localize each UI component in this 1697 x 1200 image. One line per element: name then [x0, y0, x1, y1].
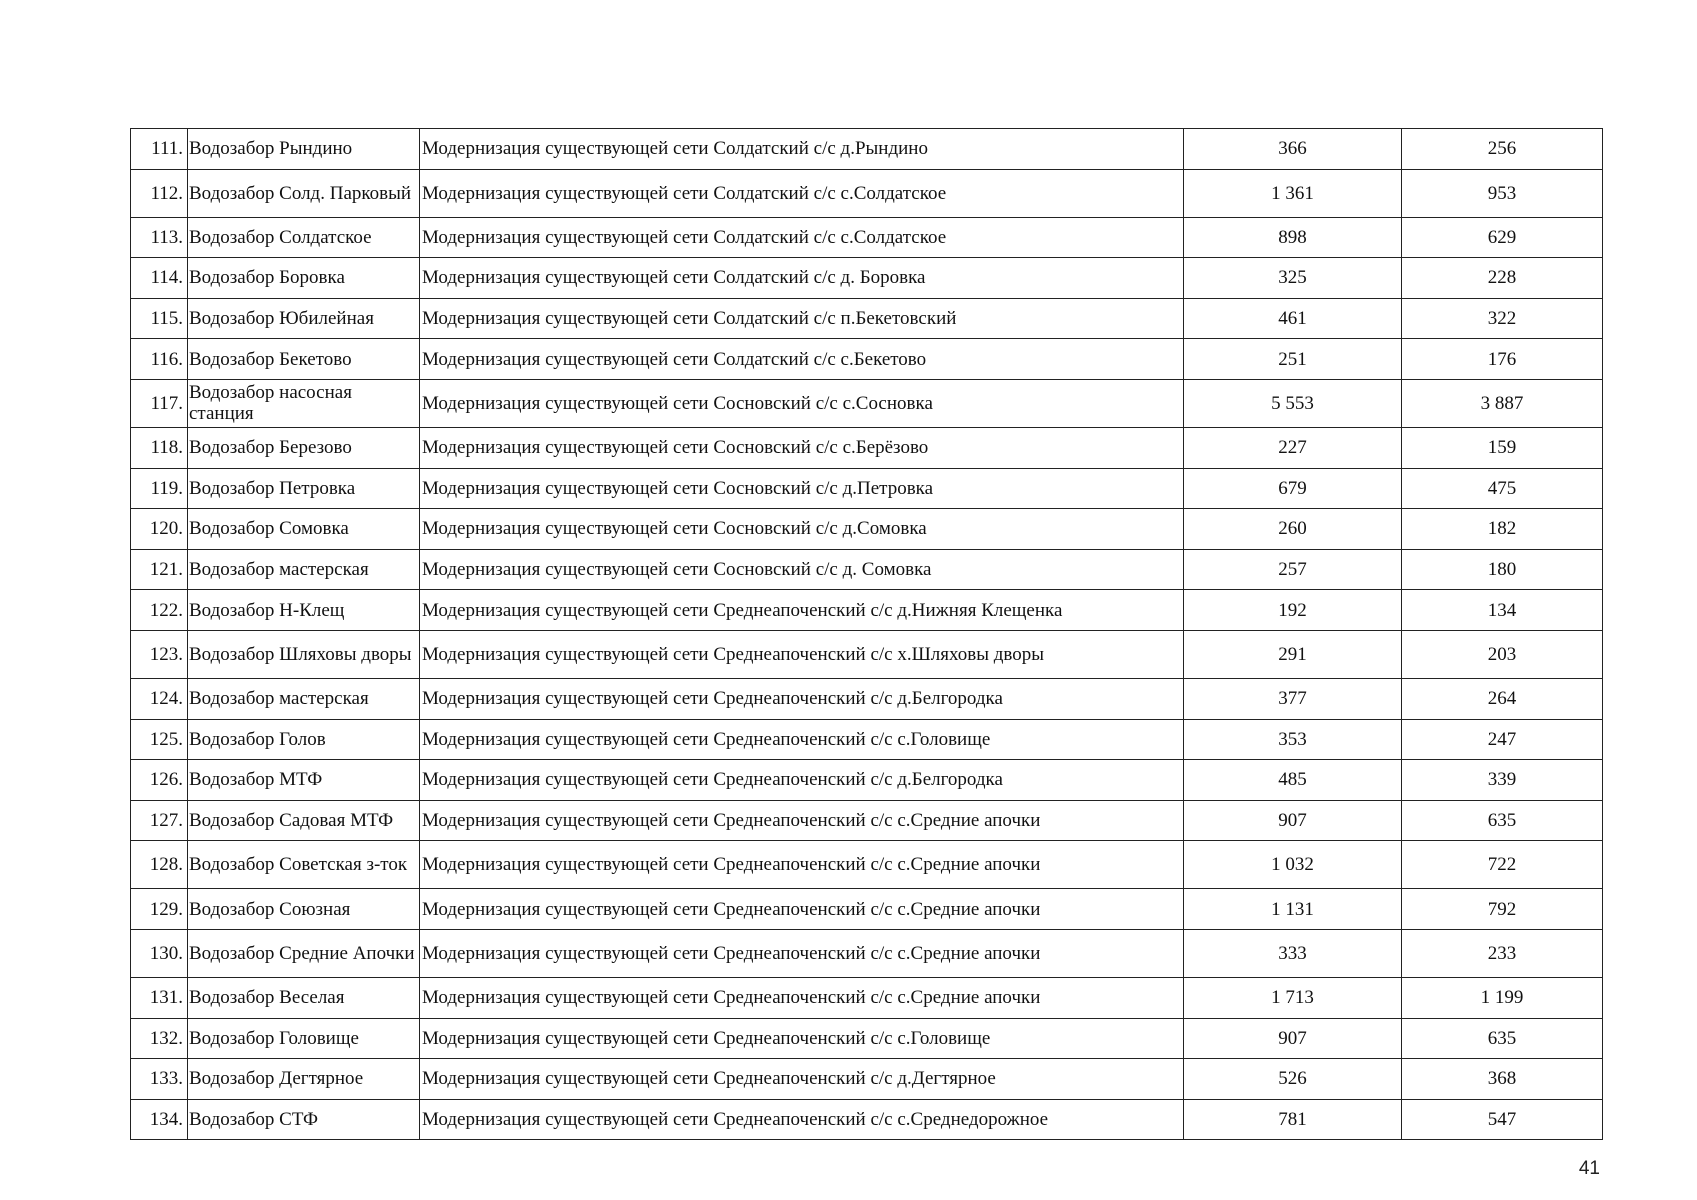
- row-number: 120.: [131, 509, 188, 550]
- value-1: 1 131: [1184, 889, 1402, 930]
- value-1: 227: [1184, 427, 1402, 468]
- row-number: 117.: [131, 379, 188, 427]
- work-description: Модернизация существующей сети Среднеапоченский с/с д.Белгородка: [420, 678, 1184, 719]
- value-2: 228: [1402, 258, 1603, 299]
- work-description: Модернизация существующей сети Среднеапоченский с/с с.Среднедорожное: [420, 1099, 1184, 1140]
- value-2: 176: [1402, 339, 1603, 380]
- intake-name: Водозабор СТФ: [188, 1099, 420, 1140]
- value-2: 247: [1402, 719, 1603, 760]
- intake-name: Водозабор насосная станция: [188, 379, 420, 427]
- table-row: [131, 129, 1603, 170]
- value-1: 291: [1184, 630, 1402, 678]
- value-2: 635: [1402, 800, 1603, 841]
- row-number: 131.: [131, 977, 188, 1018]
- value-2: 339: [1402, 760, 1603, 801]
- table-row: [131, 841, 1603, 889]
- work-description: Модернизация существующей сети Среднеапоченский с/с с.Головище: [420, 1018, 1184, 1059]
- table-row: [131, 549, 1603, 590]
- table-row: [131, 630, 1603, 678]
- value-2: 3 887: [1402, 379, 1603, 427]
- table-row: [131, 298, 1603, 339]
- value-2: 792: [1402, 889, 1603, 930]
- intake-name: Водозабор Сомовка: [188, 509, 420, 550]
- work-description: Модернизация существующей сети Среднеапоченский с/с д.Белгородка: [420, 760, 1184, 801]
- row-number: 119.: [131, 468, 188, 509]
- work-description: Модернизация существующей сети Сосновский с/с д. Сомовка: [420, 549, 1184, 590]
- intake-name: Водозабор Средние Апочки: [188, 929, 420, 977]
- value-2: 635: [1402, 1018, 1603, 1059]
- intake-name: Водозабор Березово: [188, 427, 420, 468]
- work-description: Модернизация существующей сети Среднеапоченский с/с с.Средние апочки: [420, 800, 1184, 841]
- value-2: 547: [1402, 1099, 1603, 1140]
- work-description: Модернизация существующей сети Среднеапоченский с/с с.Средние апочки: [420, 841, 1184, 889]
- value-2: 368: [1402, 1059, 1603, 1100]
- value-2: 1 199: [1402, 977, 1603, 1018]
- value-1: 377: [1184, 678, 1402, 719]
- value-1: 257: [1184, 549, 1402, 590]
- intake-name: Водозабор Боровка: [188, 258, 420, 299]
- value-2: 203: [1402, 630, 1603, 678]
- table-row: [131, 1059, 1603, 1100]
- row-number: 115.: [131, 298, 188, 339]
- row-number: 134.: [131, 1099, 188, 1140]
- row-number: 126.: [131, 760, 188, 801]
- table-row: [131, 590, 1603, 631]
- row-number: 112.: [131, 169, 188, 217]
- value-1: 353: [1184, 719, 1402, 760]
- row-number: 130.: [131, 929, 188, 977]
- value-1: 1 361: [1184, 169, 1402, 217]
- intake-name: Водозабор Бекетово: [188, 339, 420, 380]
- table-row: [131, 258, 1603, 299]
- intake-name: Водозабор Союзная: [188, 889, 420, 930]
- value-2: 182: [1402, 509, 1603, 550]
- work-description: Модернизация существующей сети Среднеапоченский с/с д.Дегтярное: [420, 1059, 1184, 1100]
- intake-name: Водозабор Веселая: [188, 977, 420, 1018]
- value-2: 953: [1402, 169, 1603, 217]
- value-2: 264: [1402, 678, 1603, 719]
- value-1: 898: [1184, 217, 1402, 258]
- intake-name: Водозабор Рындино: [188, 129, 420, 170]
- value-1: 461: [1184, 298, 1402, 339]
- value-2: 134: [1402, 590, 1603, 631]
- table-row: [131, 379, 1603, 427]
- intake-name: Водозабор Солд. Парковый: [188, 169, 420, 217]
- work-description: Модернизация существующей сети Солдатский с/с д. Боровка: [420, 258, 1184, 299]
- work-description: Модернизация существующей сети Среднеапоченский с/с с.Средние апочки: [420, 977, 1184, 1018]
- row-number: 114.: [131, 258, 188, 299]
- table-row: [131, 339, 1603, 380]
- intake-name: Водозабор Солдатское: [188, 217, 420, 258]
- value-1: 260: [1184, 509, 1402, 550]
- work-description: Модернизация существующей сети Среднеапоченский с/с с.Средние апочки: [420, 929, 1184, 977]
- intake-name: Водозабор Советская з-ток: [188, 841, 420, 889]
- value-1: 679: [1184, 468, 1402, 509]
- value-1: 907: [1184, 800, 1402, 841]
- intake-name: Водозабор МТФ: [188, 760, 420, 801]
- work-description: Модернизация существующей сети Среднеапоченский с/с х.Шляховы дворы: [420, 630, 1184, 678]
- intake-name: Водозабор Шляховы дворы: [188, 630, 420, 678]
- work-description: Модернизация существующей сети Сосновский с/с д.Петровка: [420, 468, 1184, 509]
- row-number: 127.: [131, 800, 188, 841]
- work-description: Модернизация существующей сети Среднеапоченский с/с д.Нижняя Клещенка: [420, 590, 1184, 631]
- value-2: 233: [1402, 929, 1603, 977]
- table-row: [131, 889, 1603, 930]
- value-1: 5 553: [1184, 379, 1402, 427]
- value-1: 333: [1184, 929, 1402, 977]
- work-description: Модернизация существующей сети Солдатский с/с д.Рындино: [420, 129, 1184, 170]
- work-description: Модернизация существующей сети Среднеапоченский с/с с.Средние апочки: [420, 889, 1184, 930]
- work-description: Модернизация существующей сети Солдатский с/с с.Солдатское: [420, 169, 1184, 217]
- intake-name: Водозабор Н-Клещ: [188, 590, 420, 631]
- work-description: Модернизация существующей сети Среднеапоченский с/с с.Головище: [420, 719, 1184, 760]
- row-number: 124.: [131, 678, 188, 719]
- work-description: Модернизация существующей сети Сосновский с/с с.Берёзово: [420, 427, 1184, 468]
- value-1: 907: [1184, 1018, 1402, 1059]
- page-number: 41: [1578, 1158, 1600, 1179]
- value-1: 781: [1184, 1099, 1402, 1140]
- value-2: 256: [1402, 129, 1603, 170]
- value-1: 251: [1184, 339, 1402, 380]
- intake-name: Водозабор Петровка: [188, 468, 420, 509]
- table-row: [131, 977, 1603, 1018]
- table-row: [131, 509, 1603, 550]
- table-row: [131, 217, 1603, 258]
- value-1: 485: [1184, 760, 1402, 801]
- intake-name: Водозабор Юбилейная: [188, 298, 420, 339]
- row-number: 122.: [131, 590, 188, 631]
- work-description: Модернизация существующей сети Сосновский с/с д.Сомовка: [420, 509, 1184, 550]
- value-1: 366: [1184, 129, 1402, 170]
- work-description: Модернизация существующей сети Солдатский с/с п.Бекетовский: [420, 298, 1184, 339]
- intake-name: Водозабор мастерская: [188, 549, 420, 590]
- row-number: 128.: [131, 841, 188, 889]
- row-number: 113.: [131, 217, 188, 258]
- value-1: 192: [1184, 590, 1402, 631]
- table-row: [131, 760, 1603, 801]
- table-row: [131, 678, 1603, 719]
- value-1: 1 032: [1184, 841, 1402, 889]
- table-row: [131, 1018, 1603, 1059]
- row-number: 111.: [131, 129, 188, 170]
- value-1: 526: [1184, 1059, 1402, 1100]
- table-row: [131, 800, 1603, 841]
- value-1: 325: [1184, 258, 1402, 299]
- value-2: 722: [1402, 841, 1603, 889]
- value-2: 322: [1402, 298, 1603, 339]
- table-row: [131, 929, 1603, 977]
- row-number: 116.: [131, 339, 188, 380]
- row-number: 132.: [131, 1018, 188, 1059]
- work-description: Модернизация существующей сети Солдатский с/с с.Солдатское: [420, 217, 1184, 258]
- table-row: [131, 427, 1603, 468]
- intake-name: Водозабор Голов: [188, 719, 420, 760]
- table-row: [131, 1099, 1603, 1140]
- value-2: 629: [1402, 217, 1603, 258]
- work-description: Модернизация существующей сети Сосновский с/с с.Сосновка: [420, 379, 1184, 427]
- row-number: 118.: [131, 427, 188, 468]
- row-number: 129.: [131, 889, 188, 930]
- row-number: 133.: [131, 1059, 188, 1100]
- table-row: [131, 169, 1603, 217]
- table-row: [131, 719, 1603, 760]
- row-number: 121.: [131, 549, 188, 590]
- intake-name: Водозабор Садовая МТФ: [188, 800, 420, 841]
- table-row: [131, 468, 1603, 509]
- work-description: Модернизация существующей сети Солдатский с/с с.Бекетово: [420, 339, 1184, 380]
- value-2: 180: [1402, 549, 1603, 590]
- value-2: 475: [1402, 468, 1603, 509]
- table-body: [131, 129, 1603, 1140]
- intake-name: Водозабор Дегтярное: [188, 1059, 420, 1100]
- water-intake-table: [130, 128, 1603, 1140]
- row-number: 123.: [131, 630, 188, 678]
- value-1: 1 713: [1184, 977, 1402, 1018]
- row-number: 125.: [131, 719, 188, 760]
- intake-name: Водозабор мастерская: [188, 678, 420, 719]
- intake-name: Водозабор Головище: [188, 1018, 420, 1059]
- value-2: 159: [1402, 427, 1603, 468]
